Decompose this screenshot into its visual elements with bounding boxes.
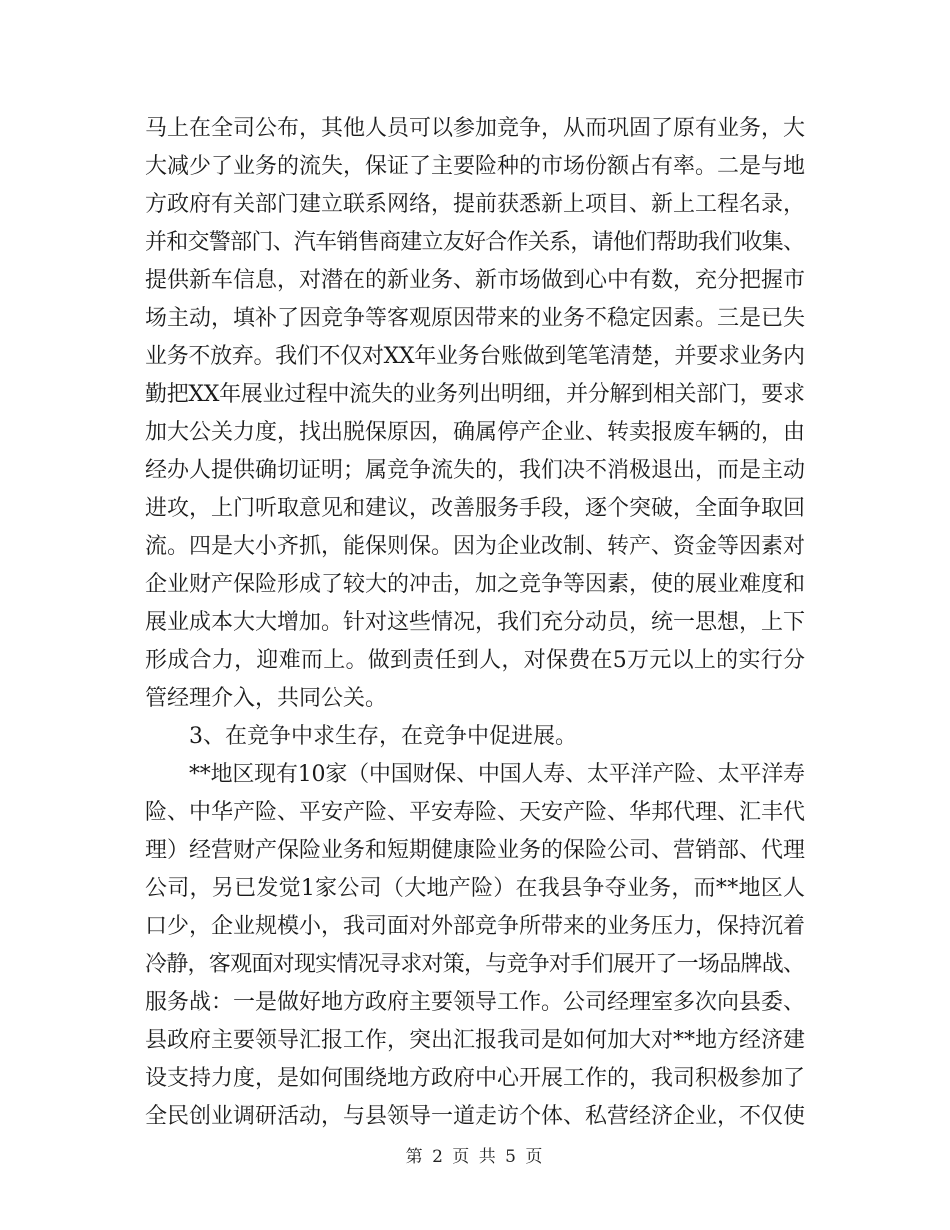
text-line: 企业财产保险形成了较大的冲击，加之竞争等因素，使的展业难度和 xyxy=(145,572,805,597)
text-line: 冷静，客观面对现实情况寻求对策，与竞争对手们展开了一场品牌战、 xyxy=(145,952,805,977)
text-line: 加大公关力度，找出脱保原因，确属停产企业、转卖报废车辆的，由 xyxy=(145,420,805,445)
text-line: 公司，另已发觉1家公司（大地产险）在我县争夺业务，而**地区人 xyxy=(145,876,805,901)
text-line: 形成合力，迎难而上。做到责任到人，对保费在5万元以上的实行分 xyxy=(145,648,805,673)
text-line: **地区现有10家（中国财保、中国人寿、太平洋产险、太平洋寿 xyxy=(189,762,805,787)
text-line: 理）经营财产保险业务和短期健康险业务的保险公司、营销部、代理 xyxy=(145,838,805,863)
text-line: 全民创业调研活动，与县领导一道走访个体、私营经济企业，不仅使 xyxy=(145,1104,805,1129)
text-line: 口少，企业规模小，我司面对外部竞争所带来的业务压力，保持沉着 xyxy=(145,914,805,939)
text-line: 服务战：一是做好地方政府主要领导工作。公司经理室多次向县委、 xyxy=(145,990,805,1015)
text-line: 勤把XX年展业过程中流失的业务列出明细，并分解到相关部门，要求 xyxy=(145,382,805,407)
text-line: 并和交警部门、汽车销售商建立友好合作关系，请他们帮助我们收集、 xyxy=(145,230,805,255)
text-line: 进攻，上门听取意见和建议，改善服务手段，逐个突破，全面争取回 xyxy=(145,496,805,521)
text-line: 业务不放弃。我们不仅对XX年业务台账做到笔笔清楚，并要求业务内 xyxy=(145,344,805,369)
text-line: 县政府主要领导汇报工作，突出汇报我司是如何加大对**地方经济建 xyxy=(145,1028,805,1053)
page-footer: 第 2 页 共 5 页 xyxy=(405,1147,545,1167)
text-line: 险、中华产险、平安产险、平安寿险、天安产险、华邦代理、汇丰代 xyxy=(145,800,805,825)
text-line: 经办人提供确切证明；属竞争流失的，我们决不消极退出，而是主动 xyxy=(145,458,805,483)
text-line: 设支持力度，是如何围绕地方政府中心开展工作的，我司积极参加了 xyxy=(145,1066,805,1091)
text-line: 大减少了业务的流失，保证了主要险种的市场份额占有率。二是与地 xyxy=(145,154,805,179)
text-line: 流。四是大小齐抓，能保则保。因为企业改制、转产、资金等因素对 xyxy=(145,534,805,559)
text-line: 提供新车信息，对潜在的新业务、新市场做到心中有数，充分把握市 xyxy=(145,268,805,293)
text-line: 方政府有关部门建立联系网络，提前获悉新上项目、新上工程名录， xyxy=(145,192,805,217)
text-line: 管经理介入，共同公关。 xyxy=(145,686,388,711)
document-body xyxy=(145,110,805,1136)
text-line: 3、在竞争中求生存，在竞争中促进展。 xyxy=(189,724,577,749)
text-line: 场主动，填补了因竞争等客观原因带来的业务不稳定因素。三是已失 xyxy=(145,306,805,331)
text-line: 展业成本大大增加。针对这些情况，我们充分动员，统一思想，上下 xyxy=(145,610,805,635)
text-line: 马上在全司公布，其他人员可以参加竞争，从而巩固了原有业务，大 xyxy=(145,116,805,141)
